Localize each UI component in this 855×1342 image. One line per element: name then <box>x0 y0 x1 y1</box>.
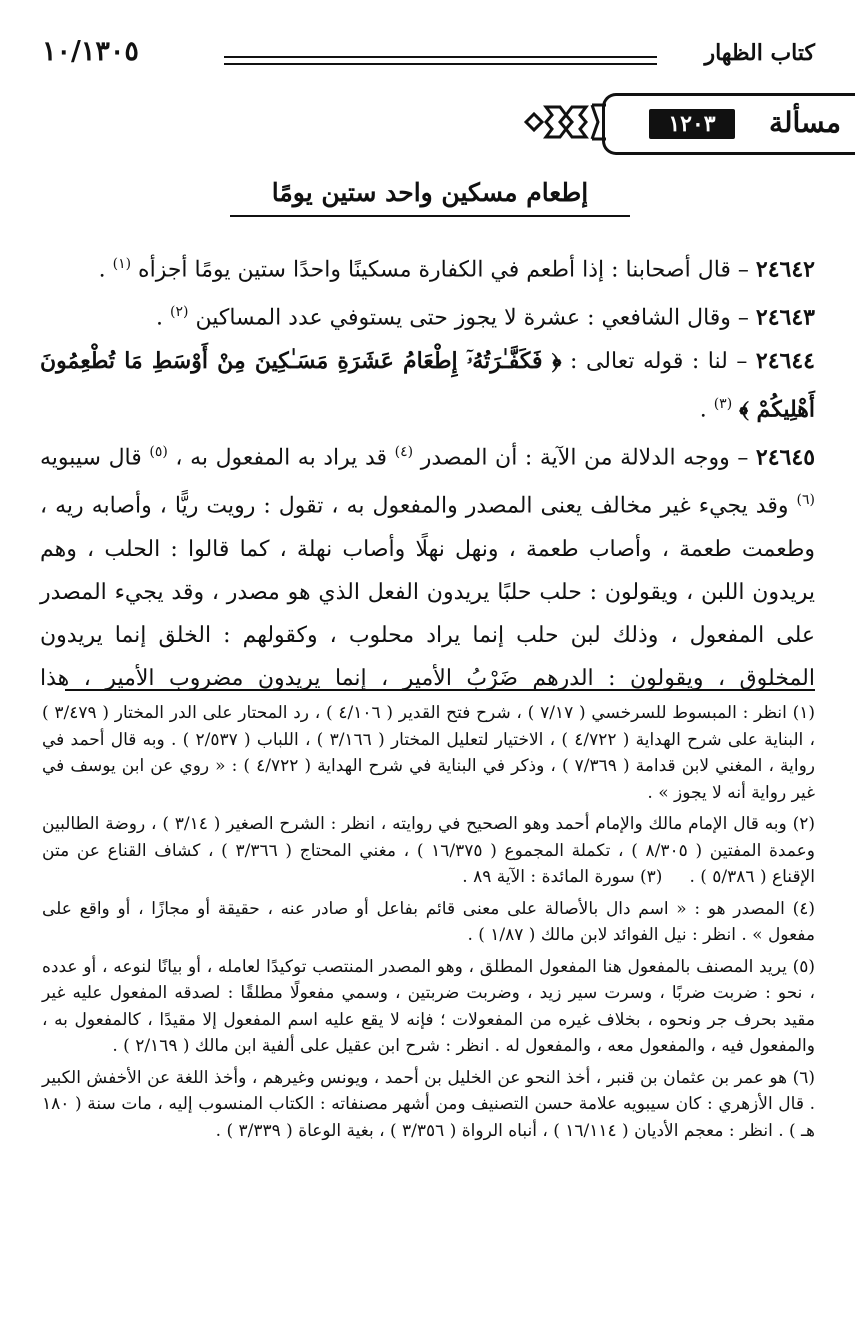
footnote-ref[interactable]: (١) <box>112 256 132 272</box>
footnote-divider <box>65 689 815 691</box>
paragraph-number: ٢٤٦٤٤ <box>755 347 815 374</box>
footnote-6: (٦) هو عمر بن عثمان بن قنبر ، أخذ النحو عن الخليل بن أحمد ، ويونس وغيرهم ، وأخذ اللغة عن الأخفش الكبير . قال الأزهري : كان سيبويه علامة حسن التصنيف ومن أشهر مصنفاته : الكتاب المنسوب إليه ، مات سنة ( ١٨٠ هـ ) . انظر : معجم الأديان ( ١٦/١١٤ ) ، أنباه الرواة ( ٣/٣٥٦ ) ، بغية الوعاة ( ٣/٣٣٩ ) . <box>42 1067 815 1141</box>
book-title: كتاب الظهار <box>704 40 815 66</box>
footnote-ref[interactable]: (٣) <box>713 395 733 412</box>
masala-box <box>602 93 855 155</box>
paragraph-text: – قال أصحابنا : إذا أطعم في الكفارة مسكينًا واحدًا ستين يومًا أجزأه <box>131 257 756 283</box>
footnote-2 <box>42 811 815 891</box>
footnotes <box>42 700 815 1149</box>
paragraph-text: قال سيبويه <box>40 445 150 471</box>
paragraph-24642 <box>40 243 815 291</box>
paragraph-tail: . <box>156 305 170 331</box>
paragraph-text: – لنا : قوله تعالى : <box>561 348 756 374</box>
paragraph-text: وقد يجيء غير مخالف يعنى المصدر والمفعول به ، تقول : رويت ريًّا ، وأصابه ريه ، وطعمت طعمة ، وأصاب طعمة ، ونهل نهلًا وأصاب نهلة ، كما قالوا : الحلب ، وهم يريدون اللبن ، ويقولون : حلب حلبًا يريدون الفعل الذي هو مصدر ، وقد يجيء المصدر على المفعول ، وذلك لبن حلب إنما يراد محلوب ، وكقولهم : الخلق إنما يريدون المخلوق ، ويقولون : الدرهم ضَرْبُ الأمير ، إنما يريدون مضروب الأمير ، هذا <box>40 493 815 691</box>
footnote-2-text: (٢) وبه قال الإمام مالك والإمام أحمد وهو الصحيح في روايته ، انظر : الشرح الصغير ( ٣/١٤ ) ، روضة الطالبين وعمدة المفتين ( ٨/٣٠٥ ) ، تكملة المجموع ( ١٦/٣٧٥ ) ، مغني المحتاج ( ٣/٣٦٦ ) ، كشاف القناع عن متن الإقناع ( ٥/٣٨٦ ) . <box>42 814 815 887</box>
masala-number: ١٢٠٣ <box>649 109 735 139</box>
masala-label: مسألة <box>768 106 841 139</box>
footnote-ref[interactable]: (٤) <box>394 443 414 460</box>
running-header <box>42 36 815 76</box>
quran-verse: ﴿ فَكَفَّـٰرَتُهُۥٓ إِطْعَامُ عَشَرَةِ مَسَـٰكِينَ مِنْ أَوْسَطِ مَا تُطْعِمُونَ أَهْلِيكُمْ ﴾ <box>40 347 815 422</box>
footnote-5: (٥) يريد المصنف بالمفعول هنا المفعول المطلق ، وهو المصدر المنتصب توكيدًا لعامله ، أو بيانًا لنوعه ، أو عدده ، نحو : ضربت ضربًا ، وسرت سير زيد ، وضربت ضربتين ، وسمي مفعولًا مطلقًا : لصدقه المفعول عليه غير مقيد بحرف جر ونحوه ، بخلاف غيره من المفعولات ؛ فإنه لا يقع عليه اسم المفعول إلا مقيدًا ، كالمفعول به ، والمفعول فيه ، والمفعول معه ، والمفعول له . انظر : شرح ابن عقيل على ألفية ابن مالك ( ٢/١٦٩ ) . <box>42 956 815 1056</box>
footnote-4: (٤) المصدر هو : « اسم دال بالأصالة على معنى قائم بفاعل أو صادر عنه ، حقيقة أو مجازًا ، أو واقع على مفعول » . انظر : نيل الفوائد لابن مالك ( ١/٨٧ ) . <box>42 898 815 945</box>
ornament-icon <box>520 97 610 147</box>
footnote-3: (٣) سورة المائدة : الآية ٨٩ . <box>462 867 663 887</box>
paragraph-24643 <box>40 291 815 339</box>
footnote-ref[interactable]: (٢) <box>170 304 189 321</box>
paragraph-tail: . <box>699 396 714 422</box>
paragraph-24644 <box>40 340 815 431</box>
paragraph-tail: . <box>98 257 113 283</box>
footnote-ref[interactable]: (٥) <box>149 443 168 460</box>
masala-banner <box>520 93 855 155</box>
paragraph-number: ٢٤٦٤٢ <box>755 256 815 283</box>
footnote-ref[interactable]: (٦) <box>796 492 815 509</box>
paragraph-number: ٢٤٦٤٣ <box>755 304 815 331</box>
paragraph-24645 <box>40 431 815 700</box>
paragraph-text: – ووجه الدلالة من الآية : أن المصدر <box>413 445 756 471</box>
chapter-title: إطعام مسكين واحد ستين يومًا <box>230 178 630 217</box>
paragraph-text: – وقال الشافعي : عشرة لا يجوز حتى يستوفي عدد المساكين <box>188 305 756 331</box>
volume-page-number: ١٠/١٣٠٥ <box>42 36 139 67</box>
paragraph-number: ٢٤٦٤٥ <box>755 444 816 471</box>
body-text <box>40 243 815 700</box>
header-rule <box>224 56 657 65</box>
footnote-1: (١) انظر : المبسوط للسرخسي ( ٧/١٧ ) ، شرح فتح القدير ( ٤/١٠٦ ) ، رد المحتار على الدر المختار ( ٣/٤٧٩ ) ، البناية على شرح الهداية ( ٤/٧٢٢ ) ، الاختيار لتعليل المختار ( ٣/١٦٦ ) ، اللباب ( ٢/٥٣٧ ) . وبه قال أحمد في رواية ، المغني لابن قدامة ( ٧/٣٦٩ ) ، وذكر في البناية في شرح الهداية ( ٤/٧٢٢ ) : « روي عن ابن يوسف في غير رواية أنه لا يجوز » . <box>42 703 816 803</box>
paragraph-text: قد يراد به المفعول به ، <box>167 445 395 471</box>
